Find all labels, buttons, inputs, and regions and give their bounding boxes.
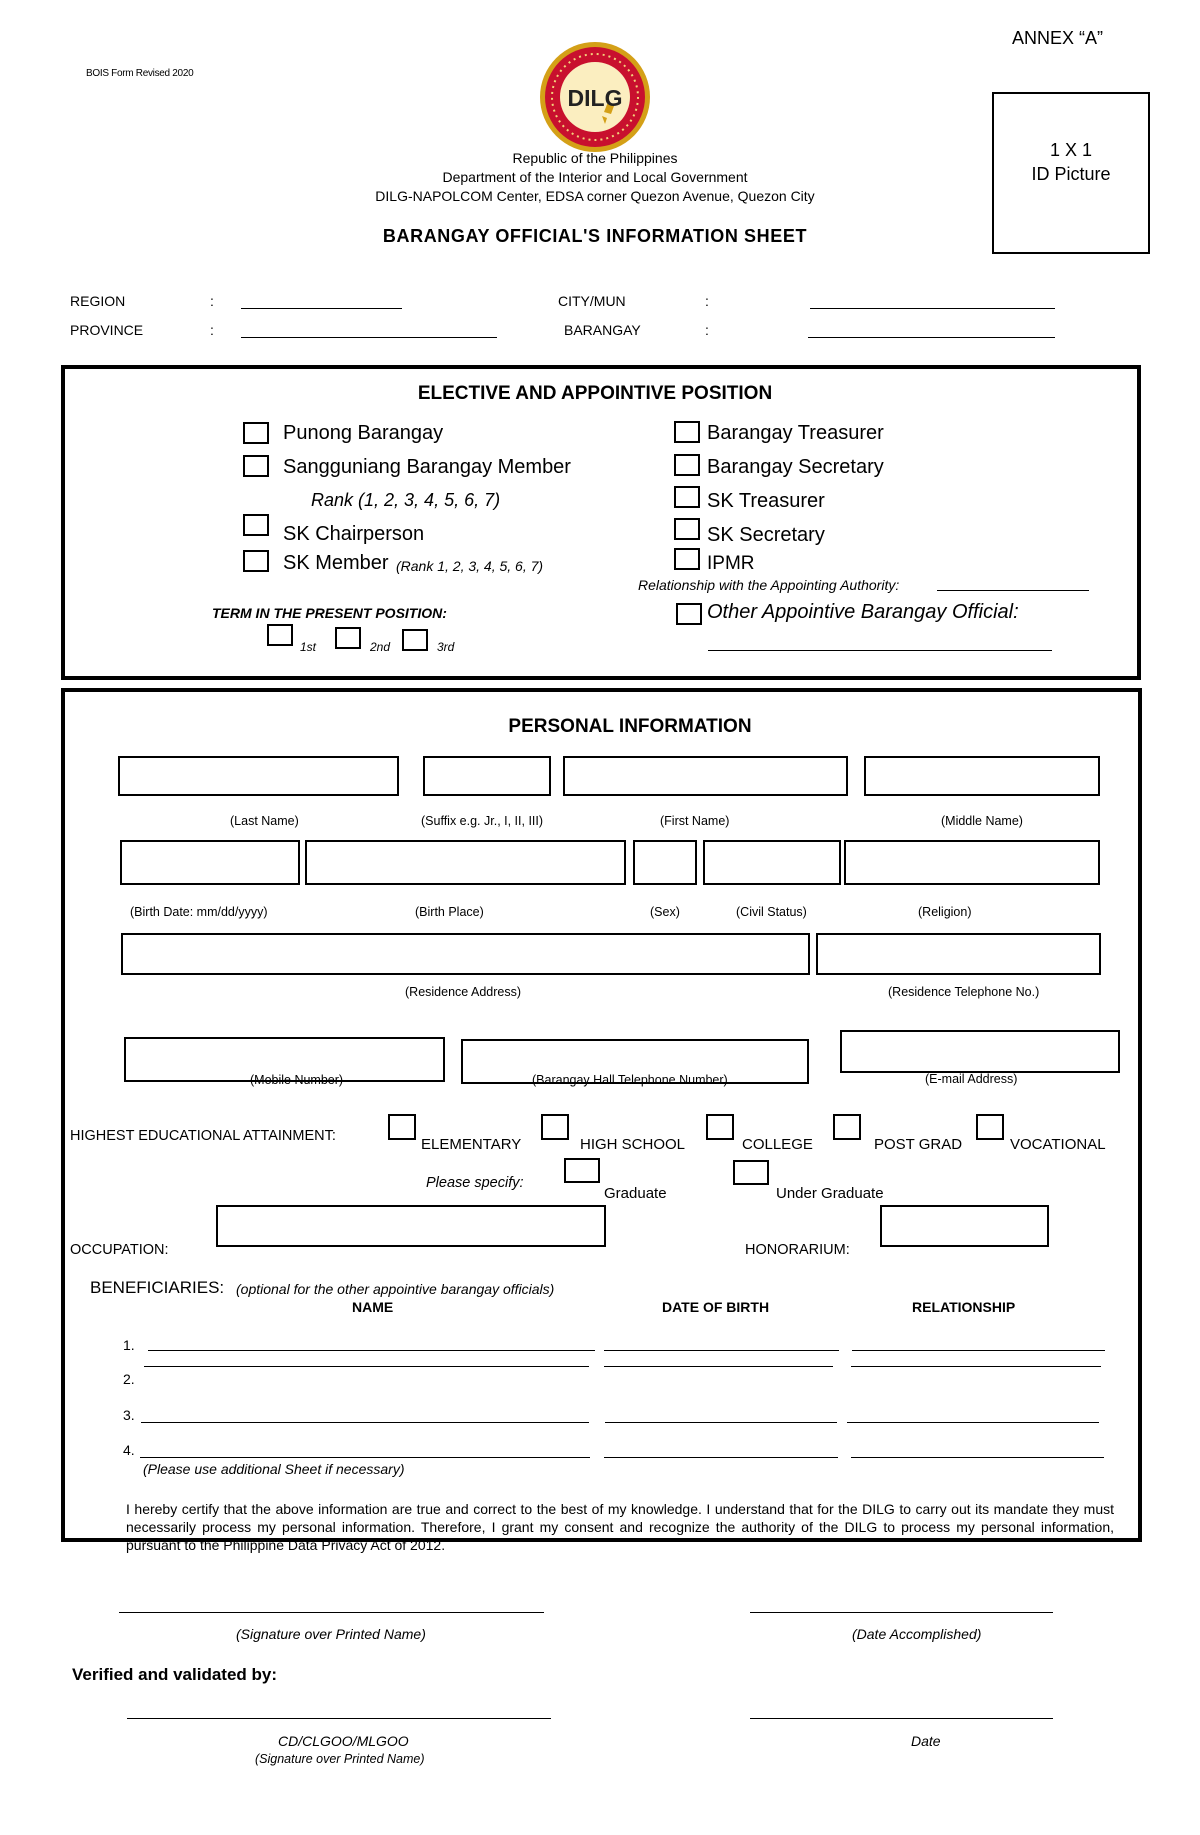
sex-input[interactable] [633,840,697,885]
additional-sheet-note: (Please use additional Sheet if necessary) [143,1461,405,1477]
term-2nd: 2nd [370,640,391,654]
term-3rd: 3rd [437,640,455,654]
province-label: PROVINCE [70,322,144,338]
signature-caption: (Signature over Printed Name) [236,1626,426,1642]
email-caption: (E-mail Address) [925,1072,1018,1086]
education-elementary: ELEMENTARY [421,1136,522,1153]
education-college: COLLEGE [742,1136,813,1153]
annex-label: ANNEX “A” [1012,28,1104,48]
option-sk-treasurer: SK Treasurer [707,490,825,512]
birth-date-caption: (Birth Date: mm/dd/yyyy) [130,905,268,919]
position-title: ELECTIVE AND APPOINTIVE POSITION [417,383,773,404]
honorarium-input[interactable] [880,1205,1049,1247]
beneficiaries-label: BENEFICIARIES: [90,1278,225,1297]
option-ipmr: IPMR [707,553,755,574]
birth-place-caption: (Birth Place) [415,905,484,919]
relationship-label: Relationship with the Appointing Authority: [638,577,900,593]
residence-telephone-caption: (Residence Telephone No.) [888,985,1040,999]
id-picture-label: ID Picture [1031,164,1111,184]
dilg-logo [538,40,652,154]
honorarium-label: HONORARIUM: [745,1242,850,1258]
verified-label: Verified and validated by: [72,1665,278,1684]
last-name-input[interactable] [118,756,399,796]
checkbox-sk-chairperson[interactable] [243,514,269,536]
region-label: REGION [70,293,126,309]
id-picture-box[interactable] [992,92,1150,254]
checkbox-other-appointive[interactable] [676,603,702,625]
beneficiary-4-relationship[interactable] [851,1457,1104,1458]
civil-status-caption: (Civil Status) [736,905,807,919]
checkbox-barangay-treasurer[interactable] [674,421,700,443]
residence-address-caption: (Residence Address) [405,985,522,999]
barangay-label: BARANGAY [564,322,641,338]
please-specify: Please specify: [426,1175,524,1191]
checkbox-term-2nd[interactable] [335,627,361,649]
checkbox-sk-treasurer[interactable] [674,486,700,508]
option-sk-member: SK Member [283,552,389,574]
logo-text: DILG [567,85,623,111]
checkbox-graduate[interactable] [564,1158,600,1183]
option-sk-chairperson: SK Chairperson [283,523,425,545]
checkbox-post-grad[interactable] [833,1114,861,1140]
col-relationship: RELATIONSHIP [912,1299,1016,1315]
officer-signature-caption: (Signature over Printed Name) [255,1752,425,1766]
header-department: Department of the Interior and Local Government [442,169,748,185]
position-section [61,365,1141,680]
rank-note: Rank (1, 2, 3, 4, 5, 6, 7) [311,490,501,510]
header-republic: Republic of the Philippines [512,150,678,166]
beneficiary-4-name[interactable] [140,1457,590,1458]
under-graduate-label: Under Graduate [776,1185,884,1202]
education-vocational: VOCATIONAL [1010,1136,1106,1153]
occupation-label: OCCUPATION: [70,1242,169,1258]
middle-name-input[interactable] [864,756,1100,796]
occupation-input[interactable] [216,1205,606,1247]
checkbox-high-school[interactable] [541,1114,569,1140]
date-accomplished-line[interactable] [750,1612,1053,1613]
religion-caption: (Religion) [918,905,972,919]
form-title: BARANGAY OFFICIAL'S INFORMATION SHEET [382,226,808,246]
checkbox-barangay-secretary[interactable] [674,454,700,476]
checkbox-term-1st[interactable] [267,624,293,646]
beneficiary-3-name[interactable] [141,1422,589,1423]
beneficiaries-note: (optional for the other appointive barangay officials) [236,1281,555,1297]
region-input[interactable] [241,308,402,309]
other-appointive-input[interactable] [708,650,1052,651]
col-date-of-birth: DATE OF BIRTH [662,1299,770,1315]
signature-line[interactable] [119,1612,544,1613]
beneficiary-1-dob[interactable] [604,1350,839,1351]
middle-name-caption: (Middle Name) [941,814,1023,828]
personal-title: PERSONAL INFORMATION [508,716,752,737]
beneficiary-3-dob[interactable] [605,1422,837,1423]
citymun-label: CITY/MUN [558,293,626,309]
beneficiary-3-relationship[interactable] [847,1422,1099,1423]
header-address: DILG-NAPOLCOM Center, EDSA corner Quezon Avenue, Quezon City [375,188,815,204]
citymun-input[interactable] [810,308,1055,309]
term-title: TERM IN THE PRESENT POSITION: [212,605,447,621]
civil-status-input[interactable] [703,840,841,885]
barangay-colon: : [705,322,709,338]
last-name-caption: (Last Name) [230,814,299,828]
sex-caption: (Sex) [650,905,680,919]
checkbox-under-graduate[interactable] [733,1160,769,1185]
form-id: BOIS Form Revised 2020 [86,68,194,79]
verification-date-caption: Date [911,1733,941,1749]
region-colon: : [210,293,214,309]
col-name: NAME [352,1299,394,1315]
option-sangguniang-member: Sangguniang Barangay Member [283,456,571,478]
option-punong-barangay: Punong Barangay [283,422,444,444]
option-barangay-treasurer: Barangay Treasurer [707,422,884,444]
relationship-input[interactable] [937,590,1089,591]
citymun-colon: : [705,293,709,309]
checkbox-sangguniang-member[interactable] [243,455,269,477]
beneficiary-1-name[interactable] [148,1350,595,1351]
id-picture-size: 1 X 1 [1049,140,1093,160]
beneficiary-2-name[interactable] [144,1366,589,1367]
row-number-2: 2. [123,1371,135,1387]
suffix-input[interactable] [423,756,551,796]
option-sk-secretary: SK Secretary [707,524,825,546]
education-high-school: HIGH SCHOOL [580,1136,686,1153]
education-label: HIGHEST EDUCATIONAL ATTAINMENT: [70,1128,336,1144]
beneficiary-2-dob[interactable] [604,1366,833,1367]
officer-signature-line[interactable] [127,1718,551,1719]
row-number-3: 3. [123,1407,135,1423]
first-name-input[interactable] [563,756,848,796]
province-input[interactable] [241,337,497,338]
certification-text: I hereby certify that the above information are true and correct to the best of my knowledge. I understand that for the DILG to carry out its mandate they must necessarily process my personal information. Therefore, I grant my consent and recognize the authority of the DILG to process my personal information, pursuant to the Philippine Data Privacy Act of 2012. [126,1501,1114,1553]
beneficiary-2-relationship[interactable] [851,1366,1101,1367]
mobile-number-caption: (Mobile Number) [250,1073,344,1087]
beneficiary-1-relationship[interactable] [852,1350,1105,1351]
email-input[interactable] [840,1030,1120,1073]
checkbox-sk-secretary[interactable] [674,518,700,540]
row-number-1: 1. [123,1337,135,1353]
birth-place-input[interactable] [305,840,626,885]
religion-input[interactable] [844,840,1100,885]
checkbox-punong-barangay[interactable] [243,422,269,444]
officer-title: CD/CLGOO/MLGOO [278,1733,409,1749]
first-name-caption: (First Name) [660,814,730,828]
option-barangay-secretary: Barangay Secretary [707,456,884,478]
option-other-appointive: Other Appointive Barangay Official: [707,601,1019,623]
checkbox-term-3rd[interactable] [402,629,428,651]
residence-telephone-input[interactable] [816,933,1101,975]
checkbox-vocational[interactable] [976,1114,1004,1140]
checkbox-ipmr[interactable] [674,548,700,570]
residence-address-input[interactable] [121,933,810,975]
suffix-caption: (Suffix e.g. Jr., I, II, III) [421,814,544,828]
province-colon: : [210,322,214,338]
date-accomplished-caption: (Date Accomplished) [852,1626,982,1642]
beneficiary-4-dob[interactable] [604,1457,838,1458]
barangay-input[interactable] [808,337,1055,338]
graduate-label: Graduate [604,1185,667,1202]
checkbox-college[interactable] [706,1114,734,1140]
term-1st: 1st [300,640,317,654]
sk-member-rank: (Rank 1, 2, 3, 4, 5, 6, 7) [396,558,544,574]
row-number-4: 4. [123,1442,135,1458]
barangay-hall-telephone-caption: (Barangay Hall Telephone Number) [532,1073,728,1087]
verification-date-line[interactable] [750,1718,1053,1719]
checkbox-elementary[interactable] [388,1114,416,1140]
birth-date-input[interactable] [120,840,300,885]
education-post-grad: POST GRAD [874,1136,963,1153]
checkbox-sk-member[interactable] [243,550,269,572]
